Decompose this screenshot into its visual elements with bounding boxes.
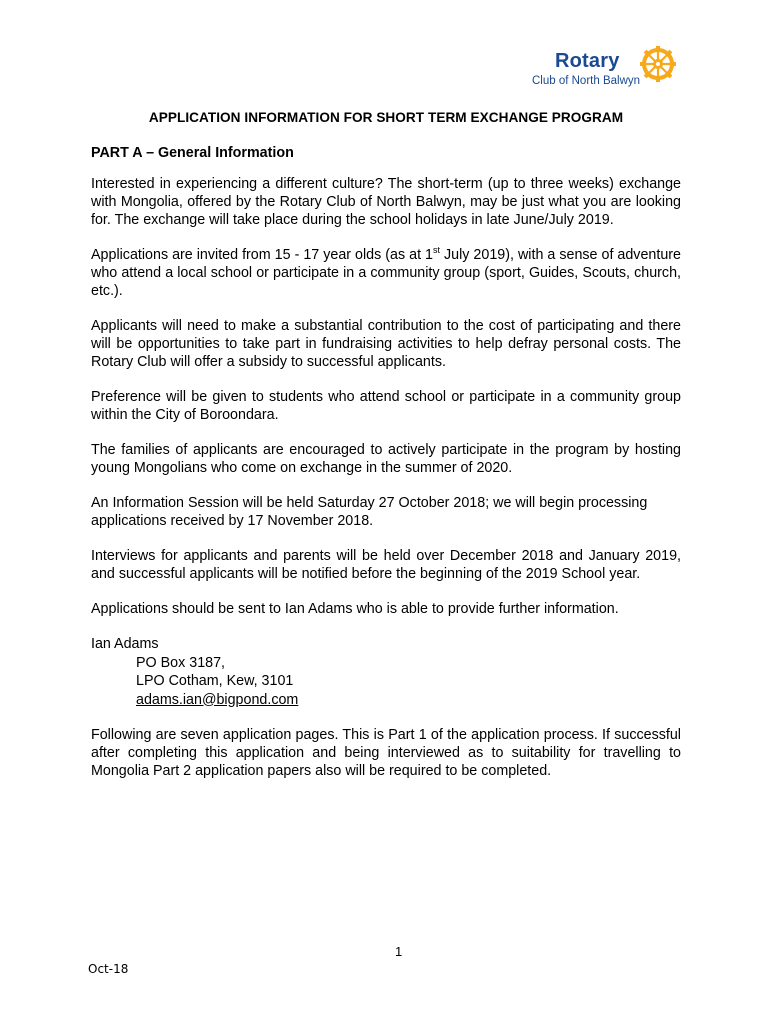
rotary-wheel-icon (640, 46, 676, 82)
paragraph-interviews: Interviews for applicants and parents will be held over December 2018 and January 2019, and successful applicants will be notified before the beginning of the 2019 School year. (91, 548, 681, 582)
eligibility-text-start: Applications are invited from 15 - 17 year olds (as at 1 (91, 247, 433, 263)
contact-locality: LPO Cotham, Kew, 3101 (136, 673, 294, 689)
logo-subtitle: Club of North Balwyn (532, 75, 641, 87)
contact-po-box: PO Box 3187, (136, 654, 226, 671)
ordinal-suffix: st (433, 245, 441, 256)
contact-email-link[interactable]: adams.ian@bigpond.com (136, 691, 299, 708)
logo-wordmark: Rotary (555, 50, 620, 72)
paragraph-eligibility (91, 246, 681, 300)
footer-date: Oct-18 (88, 962, 129, 976)
paragraph-costs: Applicants will need to make a substantial contribution to the cost of participating and there will be opportunities to take part in fundraising activities to help defray personal costs. The Rotary Club will offer a subsidy to successful applicants. (91, 318, 681, 370)
contact-address (91, 635, 681, 709)
page-number: 1 (395, 944, 403, 959)
paragraph-intro: Interested in experiencing a different culture? The short-term (up to three weeks) exchange with Mongolia, offered by the Rotary Club of North Balwyn, may be just what you are looking for. The exchange will take place during the school holidays in late June/July 2019. (91, 176, 681, 228)
paragraph-send-to: Applications should be sent to Ian Adams who is able to provide further information. (91, 601, 619, 617)
part-heading: PART A – General Information (91, 145, 294, 161)
contact-name: Ian Adams (91, 636, 159, 652)
paragraph-hosting: The families of applicants are encouraged to actively participate in the program by hosting young Mongolians who come on exchange in the summer of 2020. (91, 442, 681, 476)
rotary-logo (528, 44, 688, 94)
eligibility-text-end: July 2019), with a sense of adventure who attend a local school or participate in a community group (sport, Guides, Scouts, church, etc.). (91, 247, 681, 299)
paragraph-info-session: An Information Session will be held Saturday 27 October 2018; we will begin processing applications received by 17 November 2018. (91, 495, 648, 529)
paragraph-preference: Preference will be given to students who attend school or participate in a community group within the City of Boroondara. (91, 389, 681, 423)
document-title: APPLICATION INFORMATION FOR SHORT TERM EXCHANGE PROGRAM (148, 110, 624, 125)
paragraph-following-pages: Following are seven application pages. This is Part 1 of the application process. If successful after completing this application and being interviewed as to suitability for travelling to Mongolia Part 2 application papers also will be required to be completed. (91, 727, 681, 779)
document-body (91, 110, 681, 797)
